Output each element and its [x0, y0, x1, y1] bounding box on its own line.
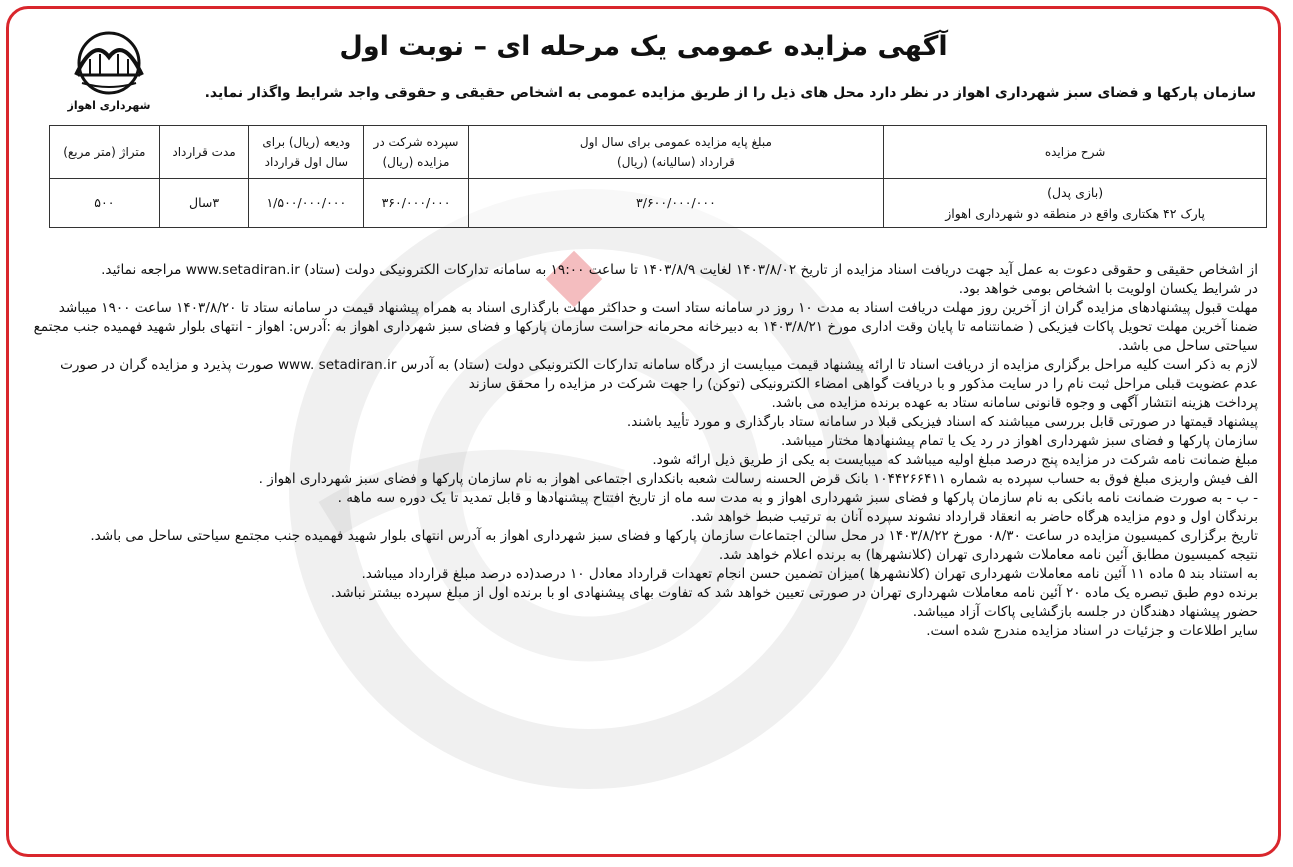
cell-description-line2: پارک ۴۲ هکتاری واقع در منطقه دو شهرداری اهواز [945, 206, 1205, 221]
cell-description-line1: (بازی پدل) [1047, 184, 1104, 200]
body-paragraph: مهلت قبول پیشنهادهای مزایده گران از آخرین روز مهلت دریافت اسناد به مدت ۱۰ روز در سامانه ستاد است و حداکثر مهلت بارگذاری اسناد به همراه پیشنهاد قیمت در سامانه ستاد تا ۱۴۰۳/۸/۲۰ ساعت ۱۹۰۰ میباشد ضمنا آخرین مهلت تحویل پاکات فیزیکی ( ضمانتنامه تا پایان وقت اداری مورخ ۱۴۰۳/۸/۲۱ به دبیرخانه محرمانه حراست سازمان پارکها و فضای سبز شهرداری اهواز به :آدرس: اهواز - انتهای بلوار شهید فهمیده جنب مجتمع سیاحتی ساحل می باشد. [33, 300, 1258, 354]
body-paragraph: برنده دوم طبق تبصره یک ماده ۲۰ آئین نامه معاملات شهرداری تهران در صورتی تعیین خواهد شد که تفاوت بهای پیشنهادی او با برنده اول از مبلغ سپرده بیشتر نباشد. [330, 585, 1258, 601]
body-paragraph: سایر اطلاعات و جزئیات در اسناد مزایده مندرج شده است. [926, 623, 1258, 639]
header-base-price-line2: قرارداد (سالیانه) (ریال) [617, 155, 735, 169]
body-paragraph: حضور پیشنهاد دهندگان در جلسه بازگشایی پاکات آزاد میباشد. [912, 604, 1258, 620]
cell-deposit: ۱/۵۰۰/۰۰۰/۰۰۰ [249, 179, 364, 228]
notice-title: آگهی مزایده عمومی یک مرحله ای – نوبت اول [339, 31, 948, 62]
body-paragraph: پیشنهاد قیمتها در صورتی قابل بررسی میباشند که اسناد فیزیکی قبلا در سامانه ستاد بارگذاری و مورد تأیید باشند. [626, 414, 1258, 430]
cell-guarantee: ۳۶۰/۰۰۰/۰۰۰ [364, 179, 468, 228]
cell-area: ۵۰۰ [50, 179, 160, 228]
body-paragraph: به استناد بند ۵ ماده ۱۱ آئین نامه معاملات شهرداری تهران (کلانشهرها )میزان تضمین حسن انجام تعهدات قرارداد معادل ۱۰ درصد(ده درصد مبلغ قرارداد میباشد. [361, 566, 1258, 582]
body-paragraph: برندگان اول و دوم مزایده هرگاه حاضر به انعقاد قرارداد نشوند سپرده آنان به ترتیب ضبط خواهد شد. [690, 509, 1258, 525]
header-deposit [249, 126, 364, 179]
header-description: شرح مزایده [884, 126, 1267, 179]
body-paragraph: - ب - به صورت ضمانت نامه بانکی به نام سازمان پارکها و فضای سبز شهرداری اهواز و به مدت سه ماه از تاریخ افتتاح پیشنهادها و قابل تمدید تا یک دوره سه ماهه . [337, 490, 1258, 506]
header-guarantee-line2: مزایده (ریال) [382, 155, 450, 169]
header-guarantee [364, 126, 468, 179]
header-guarantee-line1: سپرده شرکت در [373, 134, 459, 149]
header-deposit-line1: ودیعه (ریال) برای [262, 134, 351, 149]
notice-body [33, 261, 1258, 641]
municipality-logo [49, 27, 169, 127]
body-paragraph: در شرایط یکسان اولویت با اشخاص بومی خواهد بود. [958, 281, 1258, 297]
ahvaz-bridge-logo-icon [64, 27, 154, 97]
table-header-row [50, 126, 1267, 179]
body-paragraph: الف فیش واریزی مبلغ فوق به حساب سپرده به شماره ۱۰۴۴۲۶۶۴۱۱ بانک قرض الحسنه رسالت شعبه بانکداری اجتماعی اهواز به نام سازمان پارکها و فضای سبز شهرداری اهواز . [258, 471, 1258, 487]
body-paragraph: مبلغ ضمانت نامه شرکت در مزایده پنج درصد مبلغ اولیه میباشد که میبایست به یکی از طریق ذیل ارائه شود. [652, 452, 1258, 468]
header-deposit-line2: سال اول قرارداد [264, 155, 349, 169]
notice-intro: سازمان پارکها و فضای سبز شهرداری اهواز در نظر دارد محل های ذیل را از طریق مزایده عمومی به اشخاص حقیقی و حقوقی واجد شرایط واگذار نماید. [204, 85, 1256, 101]
body-paragraph: پرداخت هزینه انتشار آگهی و وجوه قانونی سامانه ستاد به عهده برنده مزایده می باشد. [771, 395, 1258, 411]
cell-description [884, 179, 1267, 228]
auction-table [49, 125, 1267, 228]
header-base-price [468, 126, 884, 179]
header-base-price-line1: مبلغ پایه مزایده عمومی برای سال اول [579, 134, 772, 149]
body-paragraph: نتیجه کمیسیون مطابق آئین نامه معاملات شهرداری تهران (کلانشهرها) به برنده اعلام خواهد شد. [718, 547, 1258, 563]
header-area: متراژ (متر مربع) [50, 126, 160, 179]
body-paragraph: تاریخ برگزاری کمیسیون مزایده در ساعت ۰۸/۳۰ مورخ ۱۴۰۳/۸/۲۲ در محل سالن اجتماعات سازمان پارکها و فضای سبز شهرداری اهواز به آدرس انتهای بلوار شهید فهمیده جنب مجتمع سیاحتی ساحل می باشد. [90, 528, 1258, 544]
cell-base-price: ۳/۶۰۰/۰۰۰/۰۰۰ [468, 179, 884, 228]
body-paragraph: لازم به ذکر است کلیه مراحل برگزاری مزایده از دریافت اسناد تا ارائه پیشنهاد قیمت میبایست از درگاه سامانه تدارکات الکترونیکی دولت (ستاد) به آدرس www. setadiran.ir صورت پذیرد و مزایده گران در صورت عدم عضویت قبلی مراحل ثبت نام را در سایت مذکور و با دریافت گواهی امضاء الکترونیکی (توکن) را جهت شرکت در مزایده را محقق سازند [60, 357, 1258, 392]
cell-duration: ۳سال [159, 179, 249, 228]
body-paragraph: از اشخاص حقیقی و حقوقی دعوت به عمل آید جهت دریافت اسناد مزایده از تاریخ ۱۴۰۳/۸/۰۲ لغایت ۱۴۰۳/۸/۹ تا ساعت ۱۹:۰۰ به سامانه تدارکات الکترونیکی دولت (ستاد) www.setadiran.ir مراجعه نمائید. [101, 262, 1258, 278]
notice-frame [6, 6, 1281, 857]
body-paragraph: سازمان پارکها و فضای سبز شهرداری اهواز در رد یک یا تمام پیشنهادها مختار میباشد. [780, 433, 1258, 449]
logo-caption: شهرداری اهواز [67, 99, 151, 112]
table-row [50, 179, 1267, 228]
header-duration: مدت قرارداد [159, 126, 249, 179]
